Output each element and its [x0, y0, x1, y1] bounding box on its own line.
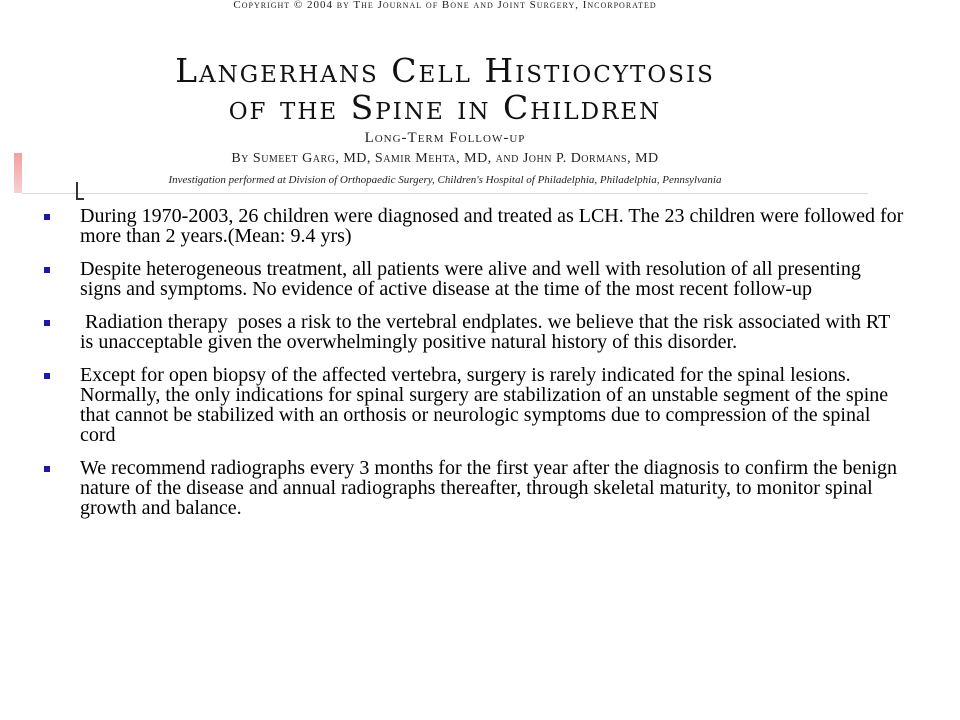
article-institution: Investigation performed at Division of Orthopaedic Surgery, Children's Hospital of Philadelphia, Philadelphia, Pennsylvania — [168, 174, 722, 186]
bullet-item — [44, 365, 904, 445]
article-title-line-2: of the Spine in Children — [228, 88, 662, 127]
article-title — [22, 52, 868, 126]
bullet-item — [44, 259, 904, 299]
bullet-item — [44, 312, 904, 352]
bullet-text: Despite heterogeneous treatment, all patients were alive and well with resolution of all presenting signs and symptoms. No evidence of active disease at the time of the most recent follow-up — [80, 258, 861, 300]
square-bullet-icon — [44, 466, 50, 472]
square-bullet-icon — [44, 373, 50, 379]
article-title-line-1: Langerhans Cell Histiocytosis — [175, 51, 715, 90]
bullet-item — [44, 458, 904, 518]
article-subtitle: Long-Term Follow-up — [364, 130, 526, 146]
bullet-text: During 1970-2003, 26 children were diagnosed and treated as LCH. The 23 children were followed for more than 2 years.(Mean: 9.4 yrs) — [80, 205, 904, 247]
square-bullet-icon — [44, 214, 50, 220]
bullet-text: Radiation therapy poses a risk to the vertebral endplates. we believe that the risk associated with RT is unacceptable given the overwhelmingly positive natural history of this disorder. — [80, 311, 900, 353]
article-header-image — [22, 0, 868, 194]
text-cursor-icon — [76, 182, 78, 200]
square-bullet-icon — [44, 320, 50, 326]
article-authors: By Sumeet Garg, MD, Samir Mehta, MD, and John P. Dormans, MD — [231, 151, 659, 166]
bullet-list — [44, 206, 904, 531]
square-bullet-icon — [44, 267, 50, 273]
bullet-item — [44, 206, 904, 246]
copyright-line: Copyright © 2004 by The Journal of Bone and Joint Surgery, Incorporated — [233, 0, 657, 11]
bullet-text: Except for open biopsy of the affected vertebra, surgery is rarely indicated for the spinal lesions. Normally, the only indications for spinal surgery are stabilization of an unstable segment of the spine that cannot be stabilized with an orthosis or neurologic symptoms due to compression of the spinal cord — [80, 364, 889, 446]
bullet-text: We recommend radiographs every 3 months for the first year after the diagnosis to confirm the benign nature of the disease and annual radiographs thereafter, through skeletal maturity, to monitor spinal growth and balance. — [80, 457, 898, 519]
